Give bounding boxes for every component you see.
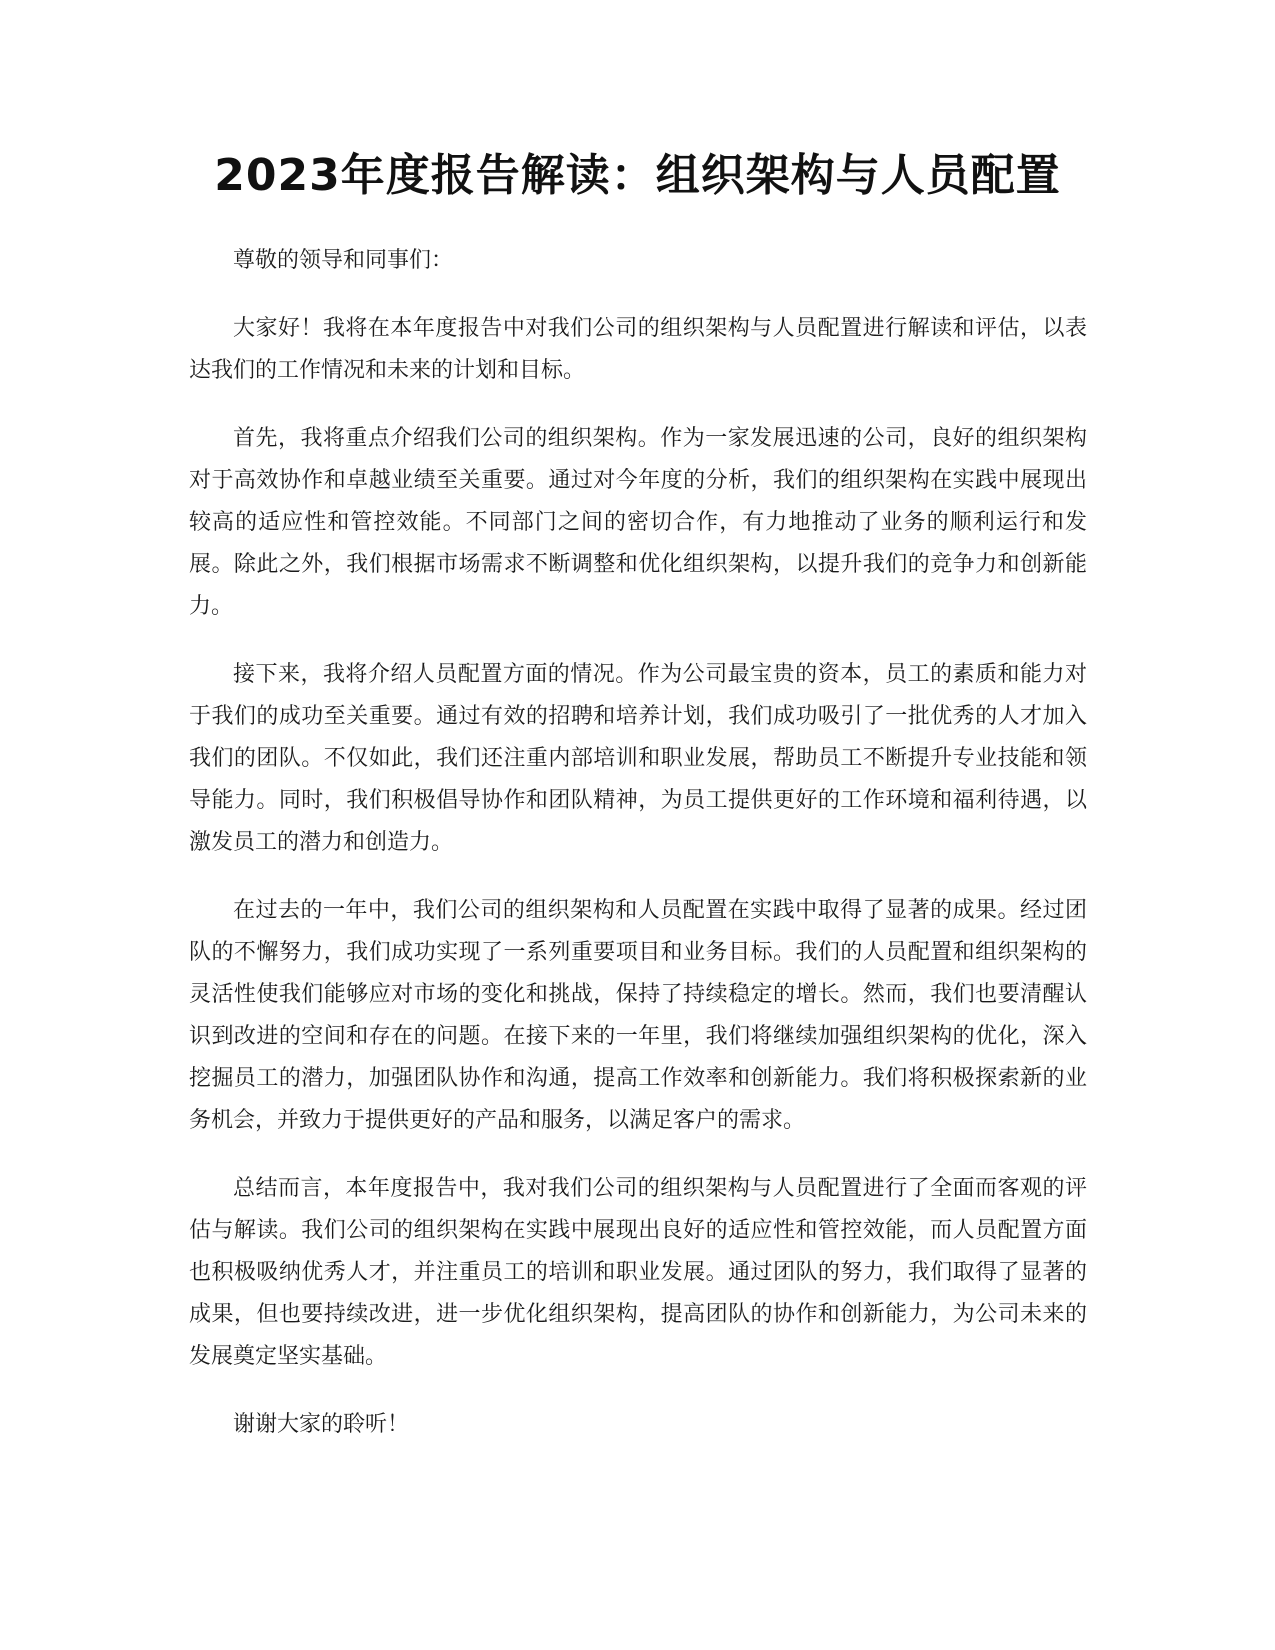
body-paragraph: 接下来，我将介绍人员配置方面的情况。作为公司最宝贵的资本，员工的素质和能力对于我们的成功至关重要。通过有效的招聘和培养计划，我们成功吸引了一批优秀的人才加入我们的团队。不仅如此，我们还注重内部培训和职业发展，帮助员工不断提升专业技能和领导能力。同时，我们积极倡导协作和团队精神，为员工提供更好的工作环境和福利待遇，以激发员工的潜力和创造力。 [189,662,1087,855]
body-paragraph: 在过去的一年中，我们公司的组织架构和人员配置在实践中取得了显著的成果。经过团队的不懈努力，我们成功实现了一系列重要项目和业务目标。我们的人员配置和组织架构的灵活性使我们能够应对市场的变化和挑战，保持了持续稳定的增长。然而，我们也要清醒认识到改进的空间和存在的问题。在接下来的一年里，我们将继续加强组织架构的优化，深入挖掘员工的潜力，加强团队协作和沟通，提高工作效率和创新能力。我们将积极探索新的业务机会，并致力于提供更好的产品和服务，以满足客户的需求。 [189,898,1087,1133]
closing-line: 谢谢大家的聆听！ [233,1412,410,1437]
document-title: 2023年度报告解读：组织架构与人员配置 [214,150,1061,201]
document-body [189,240,1087,1472]
salutation: 尊敬的领导和同事们： [233,248,454,273]
body-paragraph: 首先，我将重点介绍我们公司的组织架构。作为一家发展迅速的公司，良好的组织架构对于高效协作和卓越业绩至关重要。通过对今年度的分析，我们的组织架构在实践中展现出较高的适应性和管控效能。不同部门之间的密切合作，有力地推动了业务的顺利运行和发展。除此之外，我们根据市场需求不断调整和优化组织架构，以提升我们的竞争力和创新能力。 [189,426,1087,619]
body-paragraph: 大家好！我将在本年度报告中对我们公司的组织架构与人员配置进行解读和评估，以表达我们的工作情况和未来的计划和目标。 [189,316,1087,383]
body-paragraph: 总结而言，本年度报告中，我对我们公司的组织架构与人员配置进行了全面而客观的评估与解读。我们公司的组织架构在实践中展现出良好的适应性和管控效能，而人员配置方面也积极吸纳优秀人才，并注重员工的培训和职业发展。通过团队的努力，我们取得了显著的成果，但也要持续改进，进一步优化组织架构，提高团队的协作和创新能力，为公司未来的发展奠定坚实基础。 [189,1176,1087,1369]
